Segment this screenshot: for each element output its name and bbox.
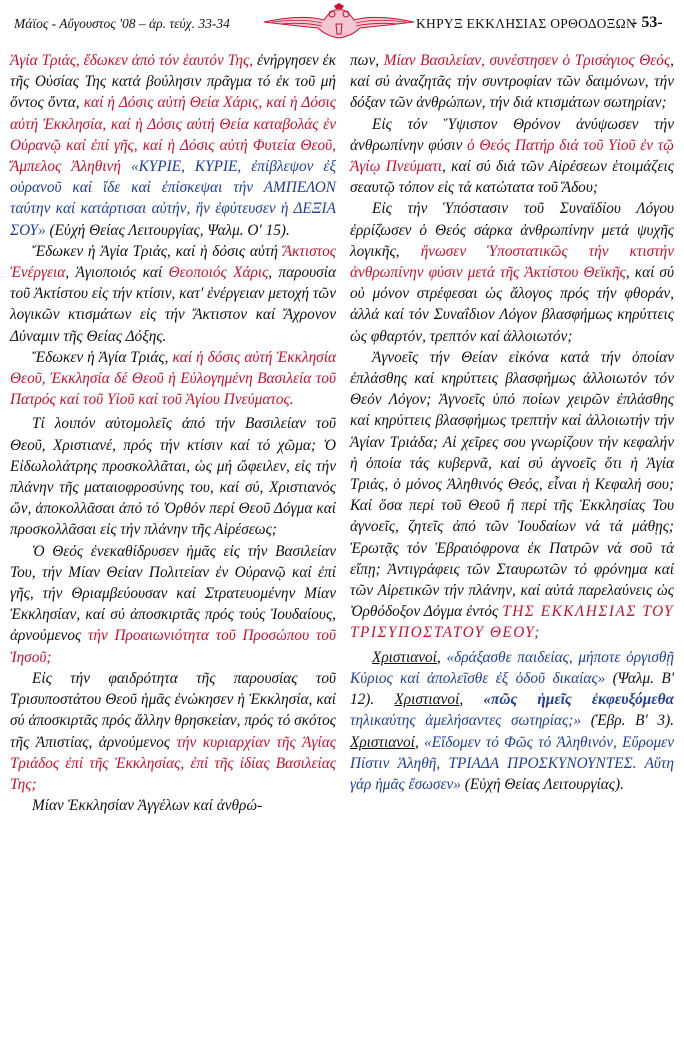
text-run: Εἰς τήν Ὑπόστασιν τοῦ Συναϊδίου Λόγου ἐρρίζωσεν ὁ Θεός σάρκα ἀνθρωπίνην μετά ψυχῆς λογικῆς,	[350, 200, 674, 260]
text-run: Εἰς τόν Ὕψιστον Θρόνον ἀνύψωσεν τήν ἀνθρωπίνην φύσιν	[350, 115, 674, 154]
citation: (Ψαλμ. Β' 12).	[350, 669, 674, 709]
text-run: ΤΗΣ ΕΚΚΛΗΣΙΑΣ ΤΟΥ ΤΡΙΣΥΠΟΣΤΑΤΟΥ ΘΕΟΥ;	[350, 603, 675, 642]
text-run: καί ἡ Δόσις αὐτή Θεία Χάρις, καί ἡ Δόσις αὐτή Ἐκκλησία, καί ἡ Δόσις αὐτή Θεία καταβολάς ἐν Οὐρανῷ καί ἐπί γῆς, καί ἡ Δόσις αὐτή Φυτεία Θεοῦ,	[10, 94, 336, 154]
quote-text: «Εἴδομεν τό Φῶς τό Ἀληθινόν, Εὕρομεν Πίστιν Ἀληθῆ, ΤΡΙΑΔΑ ΠΡΟΣΚΥΝΟΥΝΤΕΣ. Αὕτη γάρ ἡμᾶς ἔσωσεν»	[350, 733, 674, 793]
quote-text: «ΚΥΡΙΕ, ΚΥΡΙΕ, ἐπίβλεψον ἐξ οὐρανοῦ καί ἴδε καί ἐπίσκεψαι τήν ΑΜΠΕΛΟΝ ταύτην καί κατάρτισαι αὐτήν, ἥν ἐφύτευσεν ἡ ΔΕΞΙΑ ΣΟΥ»	[10, 158, 337, 239]
left-column	[10, 50, 336, 816]
citation: (Εὐχή Θείας Λειτουργίας, Ψαλμ. Ο' 15).	[45, 221, 290, 239]
issue-info: Μάϊος - Αὔγουστος '08 – ἀρ. τεύχ. 33-34	[14, 16, 230, 31]
paragraph	[350, 114, 674, 199]
text-run: ὁ Θεός Πατήρ διά τοῦ Υἱοῦ ἐν τῷ Ἁγίῳ Πνεύματι	[350, 136, 674, 176]
paragraph	[10, 241, 336, 347]
text-run: , Ἁγιοποιός καί	[65, 264, 169, 282]
text-run: ἥνωσεν Ὑποστατικῶς τήν κτιστήν ἀνθρωπίνην φύσιν μετά τῆς Ἀκτίστου Θεϊκῆς	[350, 242, 674, 282]
text-run: τήν Προαιωνιότητα τοῦ Προσώπου τοῦ Ἰησοῦ;	[10, 627, 336, 666]
paragraph	[350, 198, 674, 346]
text-run: Ἔδωκεν ἡ Ἁγία Τριάς,	[32, 348, 173, 366]
text-run: ,	[414, 733, 425, 751]
citation: (Ἑβρ. Β' 3).	[581, 712, 674, 730]
quote-text: «δράξασθε παιδείας, μήποτε ὀργισθῇ Κύριος καί ἀπολεῖσθε ἐξ ὁδοῦ δικαίας»	[350, 648, 674, 687]
text-run: Ἄμπελος Ἀληθινή	[10, 158, 121, 176]
text-run: ἐνήργησεν ἐκ τῆς Οὐσίας Της κατά βούλησιν πρᾶγμα τό ἐκ τοῦ μή ὄντος ὄντα,	[10, 52, 336, 112]
paragraph: Μίαν Ἐκκλησίαν Ἀγγέλων καί ἀνθρώ-	[32, 797, 263, 815]
paragraph	[350, 50, 674, 114]
text-run: Ἄκτιστος Ἐνέργεια	[10, 242, 336, 282]
text-run: Ἔδωκεν ἡ Ἁγία Τριάς, καί ἡ δόσις αὐτή	[32, 242, 283, 260]
text-run: Μίαν Βασιλείαν, συνέστησεν ὁ Τρισάγιος Θεός	[383, 52, 671, 69]
text-run: , καί σύ οὐ μόνον στρέφεσαι ὡς ἄλογος πρός τήν φθοράν, ἀλλά καί τόν Συναΐδιον Λόγον βλασφήμως κηρύττεις ὡς φθαρτόν, τρεπτόν καί ἀλλοιωτόν;	[350, 264, 674, 345]
citation: (Εὐχή Θείας Λειτουργίας).	[460, 775, 624, 793]
double-headed-eagle-icon	[262, 2, 416, 42]
text-run: Εἰς τήν φαιδρότητα τῆς παρουσίας τοῦ Τρισυποστάτου Θεοῦ ἡμᾶς ἐνώκησεν ἡ Ἐκκλησία, καί σύ ἀποσκιρτᾶς πρός ἄλλην θρησκείαν, πρός τό σκότος τῆς Ἀπιστίας, ἀρνούμενος	[10, 669, 336, 751]
text-run: , καί σύ ἀναζητᾶς τήν συντροφίαν τῶν δαιμόνων, τήν δόξαν τῶν ἀνθρώπων, τήν διά κτισμάτων σωτηρίαν;	[350, 52, 674, 112]
text-run: πων,	[350, 52, 384, 69]
text-run: καί ἡ δόσις αὐτή Ἐκκλησία Θεοῦ, Ἐκκλησία δέ Θεοῦ ἡ Εὐλογημένη Βασιλεία τοῦ Πατρός καί τοῦ Υἱοῦ καί τοῦ Ἁγίου Πνεύματος.	[10, 348, 336, 409]
underlined-word: Χριστιανοί	[350, 733, 415, 751]
text-run: Θεοποιός Χάρις	[168, 264, 269, 282]
paragraph: Τί λοιπόν αὐτομολεῖς ἀπό τήν Βασιλείαν τοῦ Θεοῦ, Χριστιανέ, πρός τήν κτίσιν καί τό χῶμα; Ὁ Εἰδωλολάτρης προσκολλᾶται, ὡς μή ὤφειλεν, εἰς τήν πλάνην τῆς ματαιοφροσύνης του, καί σύ, Χριστιανός ὤν, ἀποκολλᾶσαι ἀπό τό Ὀρθόν περί Θεοῦ Δόγμα καί προσκολλᾶσαι εἰς τήν πλάνην τῆς Αἱρέσεως;	[10, 415, 336, 539]
quote-text: τηλικαύτης ἀμελήσαντες σωτηρίας;»	[350, 712, 581, 730]
text-run: Ἀγνοεῖς τήν Θείαν εἰκόνα κατά τήν ὁποίαν ἐπλάσθης καί κηρύττεις βλασφήμως ἀλλοιωτόν τόν Θεόν Λόγον; Ἀγνοεῖς ὑπό ποίων χειρῶν ἐπλάσθης καί κηρύττεις βλασφήμως τρεπτήν καί ἀλλοιωτήν τήν Ἁγίαν Τριάδα; Αἱ χεῖρες σου γνωρίζουν τήν κεφαλήν ἡ ὁποία τάς κυβερνᾶ, καί σύ ἀγνοεῖς ὅτι ἡ Ἁγία Τριάς, ὁ μόνος Ἀληθινός Θεός, εἶναι ἡ Κεφαλή σου; Καί ὅσα περί τοῦ Θεοῦ ἤ περί τῆς Ἐκκλησίας Του ἀγνοεῖς, ζητεῖς ἀπό τῶν Ἰουδαίων νά τά μάθῃς; Ἐρωτᾷς τόν Ἑβραιόφρονα ἐκ Πατρῶν νά σοῦ τά εἴπῃ; Ἀντιγράφεις τῶν Σταυρωτῶν τό φρόνημα καί τῶν Αἱρετικῶν τήν πλάνην, καί αὐτά παρελαύνεις ὡς Ὀρθόδοξον Δόγμα ἐντός	[350, 348, 674, 621]
text-run: τήν κυριαρχίαν τῆς Ἁγίας Τριάδος ἐπί τῆς Ἐκκλησίας, ἐπί τῆς ἰδίας Βασιλείας Της;	[10, 733, 336, 793]
quote-text: «πῶς ἡμεῖς ἐκφευξόμεθα	[483, 691, 674, 709]
text-run: , παρουσία τοῦ Ἀκτίστου εἰς τήν κτίσιν, κατ' ἐνέργειαν μετοχή τῶν λογικῶν κτισμάτων εἰς τήν Ἄκτιστον καί Ἄχρονον Δύναμιν τῆς Θείας Δόξης.	[10, 264, 337, 345]
page-header	[0, 0, 684, 44]
paragraph	[350, 647, 674, 795]
paragraph	[10, 668, 336, 795]
underlined-word: Χριστιανοί	[394, 691, 460, 709]
paragraph	[350, 347, 674, 644]
magazine-title: ΚΗΡΥΞ ΕΚΚΛΗΣΙΑΣ ΟΡΘΟΔΟΞΩΝ	[416, 16, 636, 31]
text-run: ,	[436, 648, 447, 666]
text-run: Ἁγία Τριάς, ἔδωκεν ἀπό τόν ἑαυτόν Της,	[10, 52, 254, 69]
paragraph	[10, 50, 336, 241]
paragraph	[10, 541, 336, 668]
text-run: ,	[459, 691, 484, 709]
text-run: , καί σύ διά τῶν Αἱρέσεων ἑτοιμάζεις σεαυτῷ τόπον εἰς τά κατώτατα τοῦ Ἅδου;	[350, 158, 674, 197]
right-column	[350, 50, 674, 795]
text-run: Ὁ Θεός ἐνεκαθίδρυσεν ἡμᾶς εἰς τήν Βασιλείαν Του, τήν Μίαν Θείαν Πολιτείαν ἐν Οὐρανῷ καί ἐπί γῆς, τήν Θριαμβεύουσαν καί Στρατευομένην Μίαν Ἐκκλησίαν, καί σύ ἀποσκιρτᾶς πρός τούς Ἰουδαίους, ἀρνούμενος	[10, 542, 336, 645]
underlined-word: Χριστιανοί	[372, 648, 437, 666]
paragraph	[10, 347, 336, 411]
page-number: - 53-	[632, 14, 663, 31]
